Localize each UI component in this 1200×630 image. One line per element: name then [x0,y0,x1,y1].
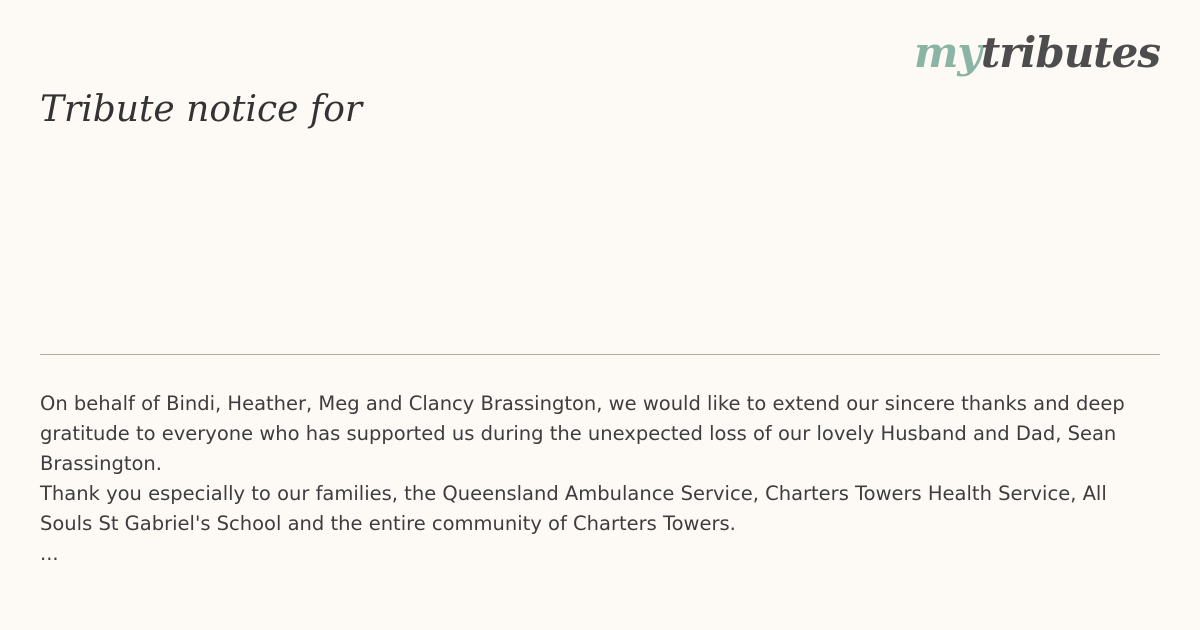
logo-tributes-text: tributes [980,28,1160,77]
notice-paragraph: Thank you especially to our families, the Queensland Ambulance Service, Charters Towers Health Service, All Souls St Gabriel's School and the entire community of Charters Towers. [40,482,1107,535]
logo-my-text: my [913,28,981,77]
notice-paragraph: On behalf of Bindi, Heather, Meg and Clancy Brassington, we would like to extend our sincere thanks and deep gratitude to everyone who has supported us during the unexpected loss of our lovely Husband and Dad, Sean Brassington. [40,392,1125,475]
page-title: Tribute notice for [40,89,363,130]
mytributes-logo[interactable] [913,28,1160,77]
divider [40,354,1160,355]
notice-body [40,389,1160,569]
notice-ellipsis: ... [40,542,59,565]
